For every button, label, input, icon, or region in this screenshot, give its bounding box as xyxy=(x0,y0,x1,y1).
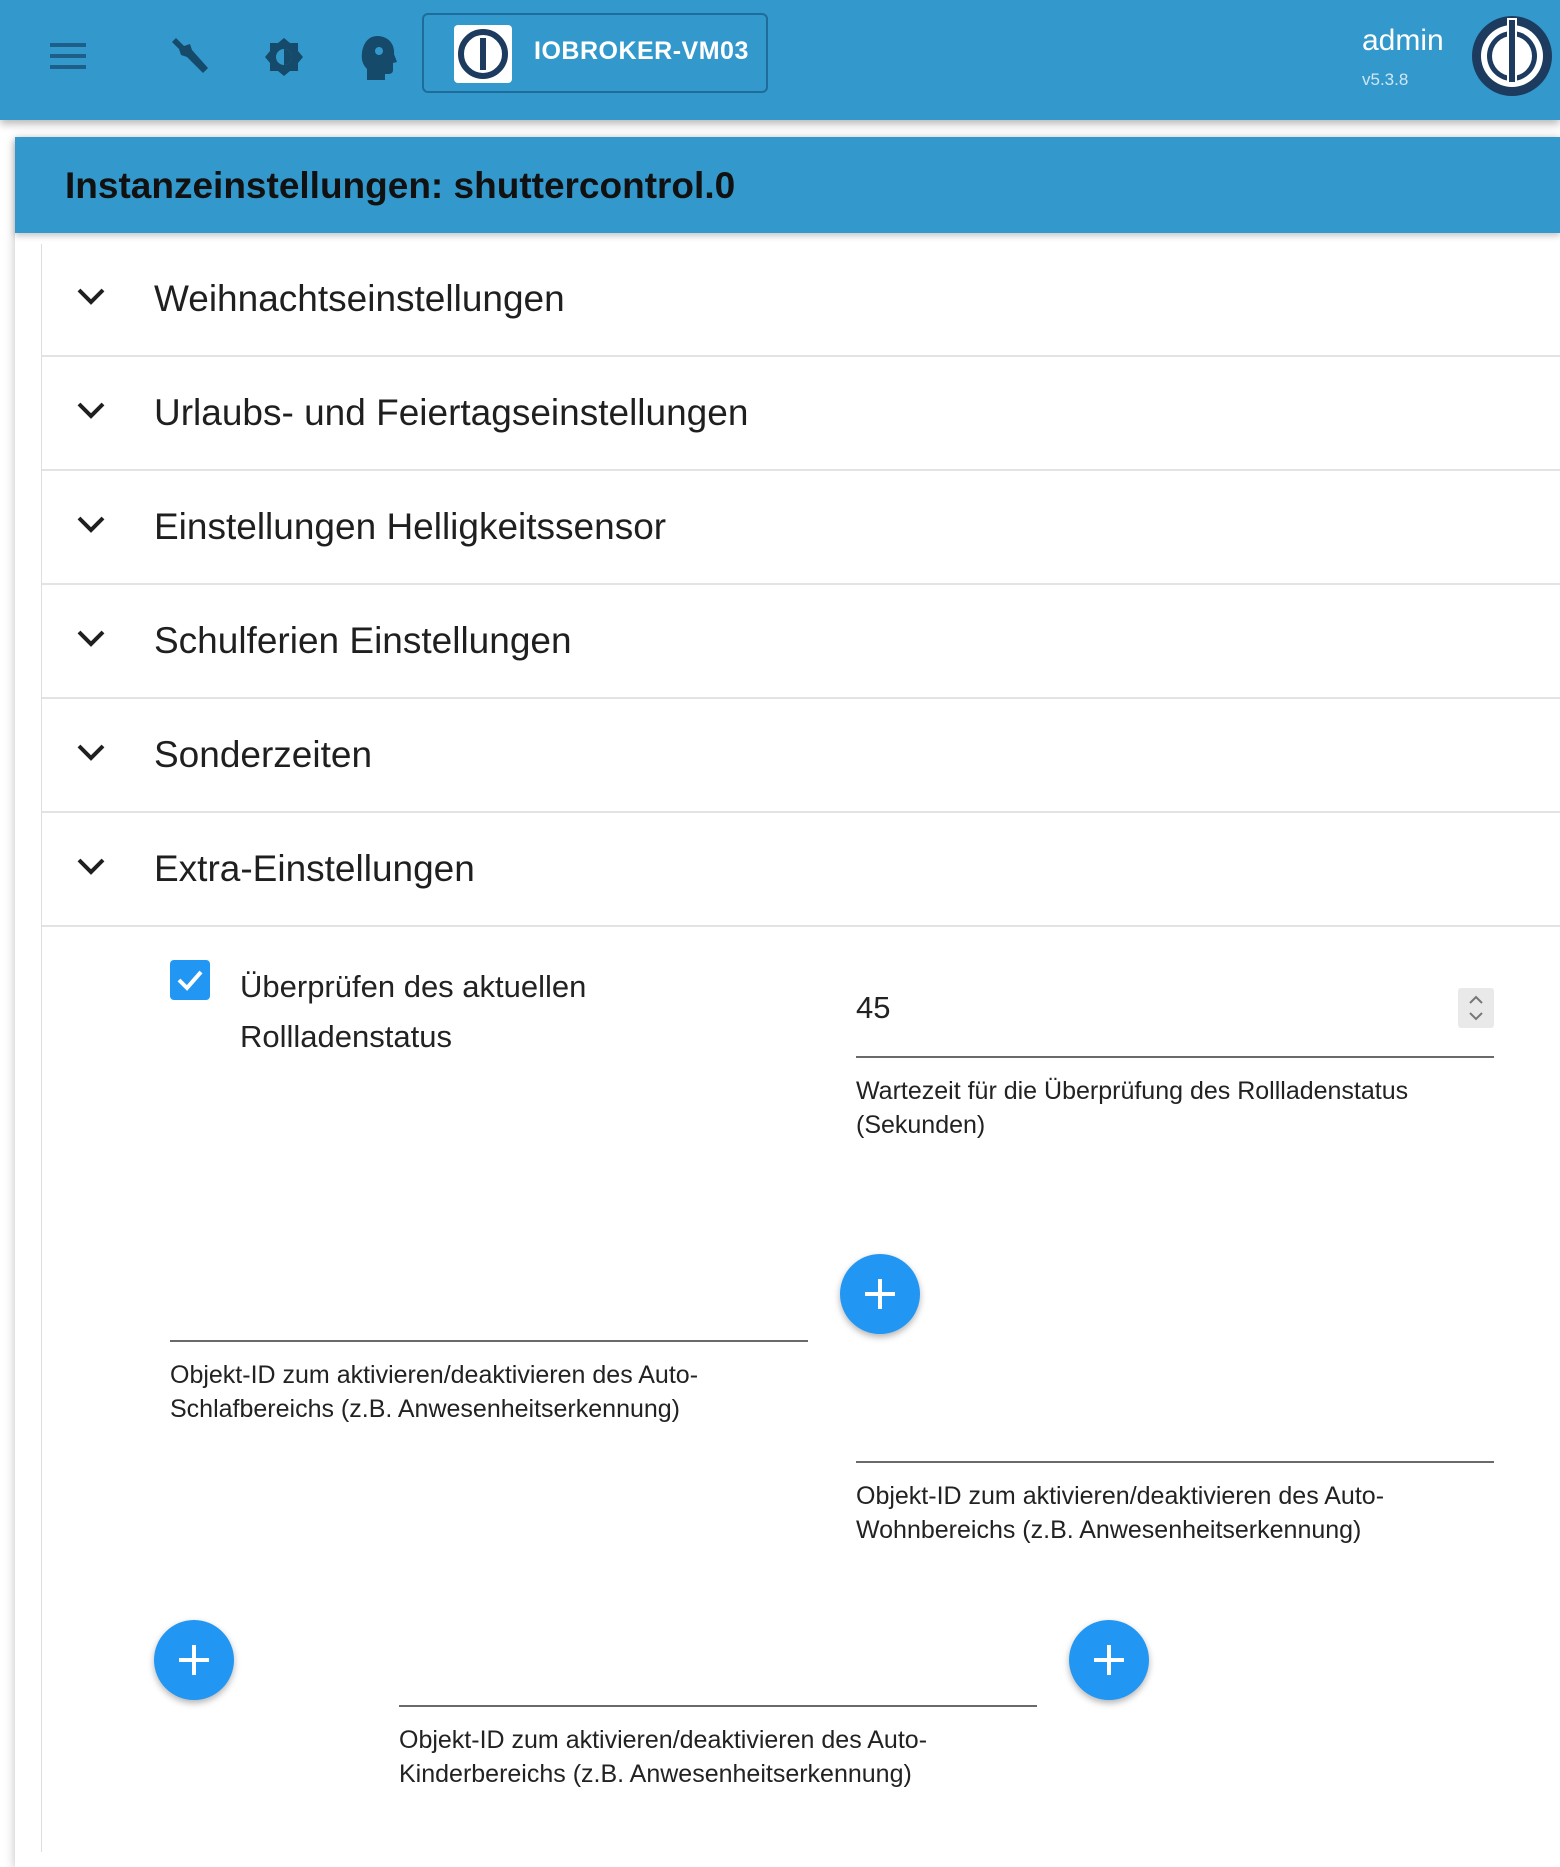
section-weihnachtseinstellungen[interactable] xyxy=(42,244,1560,357)
expert-head-icon[interactable] xyxy=(361,34,397,80)
section-label: Weihnachtseinstellungen xyxy=(154,278,565,319)
section-helligkeitssensor[interactable] xyxy=(42,472,1560,585)
chevron-down-icon xyxy=(76,287,106,307)
chevron-down-icon xyxy=(76,629,106,649)
host-selector[interactable] xyxy=(422,13,768,93)
menu-icon[interactable] xyxy=(50,43,86,69)
checkmark-icon xyxy=(170,960,210,1000)
user-name: admin xyxy=(1362,24,1444,57)
children-area-input[interactable] xyxy=(399,1705,1037,1707)
plus-icon xyxy=(1089,1640,1129,1680)
iobroker-logo xyxy=(1470,14,1554,98)
living-area-input[interactable] xyxy=(856,1461,1494,1463)
app-bar xyxy=(0,0,1560,120)
section-label: Sonderzeiten xyxy=(154,734,373,775)
page-title: Instanzeinstellungen: shuttercontrol.0 xyxy=(65,165,736,206)
check-status-checkbox[interactable] xyxy=(170,960,210,1000)
section-extra-einstellungen[interactable] xyxy=(42,814,1560,927)
brightness-icon[interactable] xyxy=(263,36,305,78)
chevron-down-icon xyxy=(76,857,106,877)
dialog-title-bar xyxy=(15,137,1560,233)
chevron-down-icon xyxy=(76,401,106,421)
section-label: Extra-Einstellungen xyxy=(154,848,475,889)
plus-icon xyxy=(860,1274,900,1314)
host-name: IOBROKER-VM03 xyxy=(534,37,749,65)
version-label: v5.3.8 xyxy=(1362,70,1409,89)
check-status-label: Überprüfen des aktuellen Rollladenstatus xyxy=(240,969,587,1054)
wait-time-underline xyxy=(856,1056,1494,1058)
sleep-area-helper: Objekt-ID zum aktivieren/deaktivieren des Auto-Schlafbereichs (z.B. Anwesenheitserkennung) xyxy=(170,1361,699,1423)
add-sleep-area-object-button[interactable] xyxy=(840,1254,920,1334)
section-label: Schulferien Einstellungen xyxy=(154,620,572,661)
add-living-area-object-button[interactable] xyxy=(154,1620,234,1700)
chevron-down-icon xyxy=(76,515,106,535)
living-area-helper: Objekt-ID zum aktivieren/deaktivieren des Auto-Wohnbereichs (z.B. Anwesenheitserkennung) xyxy=(856,1482,1385,1544)
chevron-down-icon xyxy=(76,743,106,763)
add-children-area-object-button[interactable] xyxy=(1069,1620,1149,1700)
plus-icon xyxy=(174,1640,214,1680)
wait-time-input[interactable]: 45 xyxy=(856,990,891,1025)
sleep-area-input[interactable] xyxy=(170,1340,808,1342)
section-sonderzeiten[interactable] xyxy=(42,700,1560,813)
children-area-helper: Objekt-ID zum aktivieren/deaktivieren des Auto-Kinderbereichs (z.B. Anwesenheitserkennung) xyxy=(399,1726,928,1788)
section-label: Urlaubs- und Feiertagseinstellungen xyxy=(154,392,749,433)
iobroker-logo-icon xyxy=(454,25,512,83)
wait-time-helper: Wartezeit für die Überprüfung des Rollladenstatus (Sekunden) xyxy=(856,1077,1409,1139)
number-spinner[interactable] xyxy=(1458,988,1494,1028)
section-label: Einstellungen Helligkeitssensor xyxy=(154,506,667,547)
section-urlaubs-feiertagseinstellungen[interactable] xyxy=(42,358,1560,471)
spinner-arrows-icon xyxy=(1458,988,1494,1028)
section-schulferien[interactable] xyxy=(42,586,1560,699)
wrench-icon[interactable] xyxy=(170,36,214,80)
